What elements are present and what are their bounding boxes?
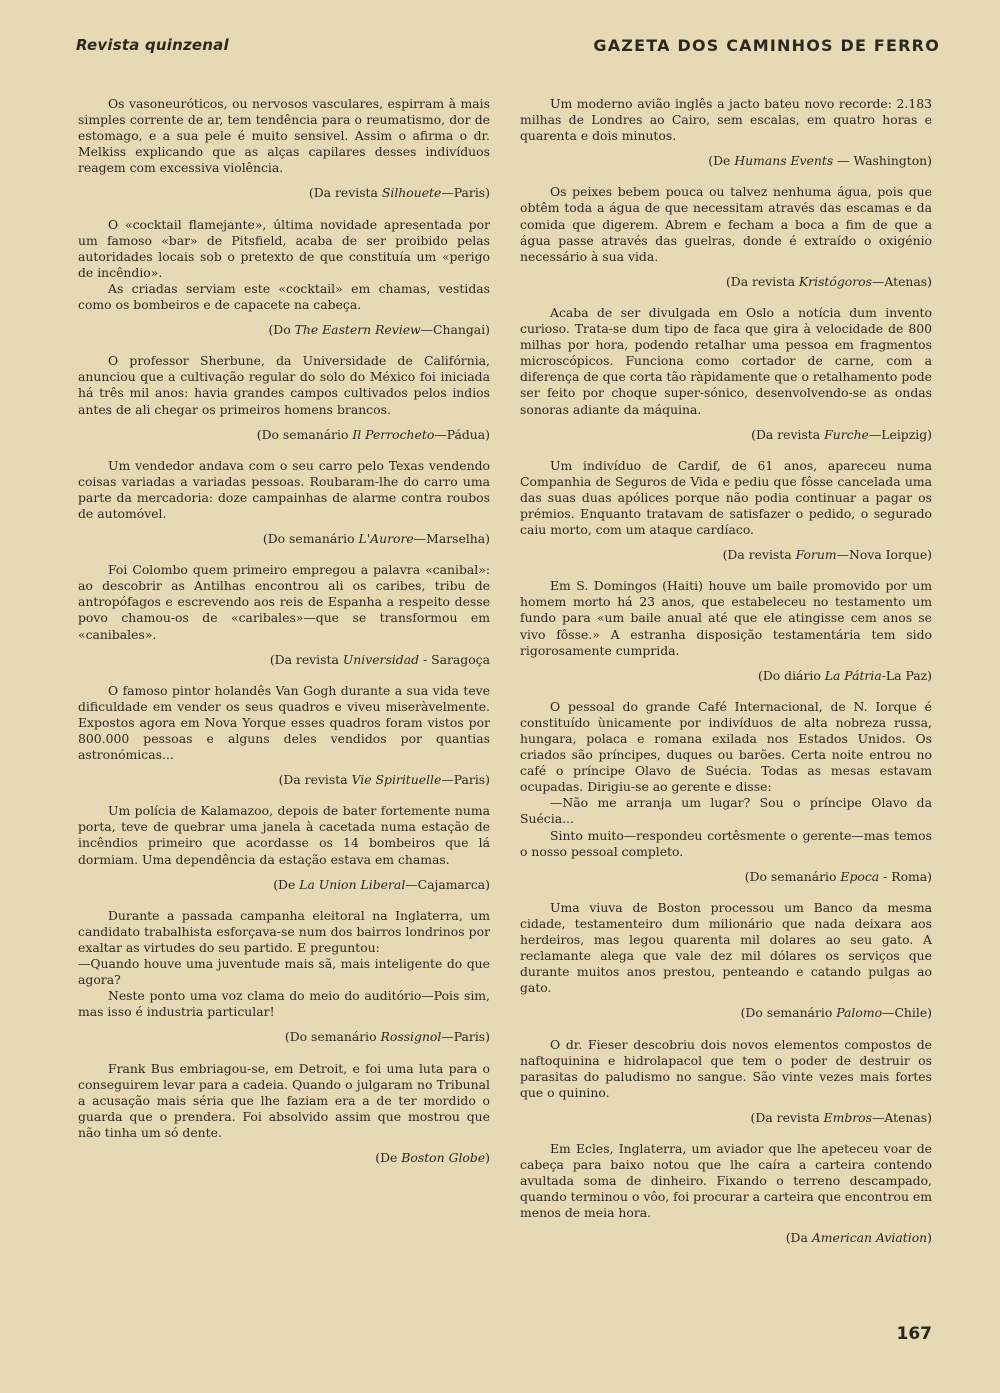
news-paragraph: Os peixes bebem pouca ou talvez nenhuma água, pois que obtêm toda a água de que necessitam através das escamas e da comida que digerem. Abrem e fecham a boca a fim de que a água passe através das guelras, donde é extraído o oxigénio necessário à sua vida. bbox=[520, 184, 932, 264]
news-item bbox=[78, 353, 490, 442]
source-publication: Vie Spirituelle bbox=[351, 772, 442, 788]
source-publication: Humans Events bbox=[734, 153, 834, 169]
news-item bbox=[78, 562, 490, 668]
news-paragraph: Sinto muito—respondeu cortêsmente o gerente—mas temos o nosso pessoal completo. bbox=[520, 827, 932, 859]
source-publication: Furche bbox=[824, 426, 869, 442]
source-pre: (Do semanário bbox=[740, 1005, 837, 1021]
news-item bbox=[520, 1037, 932, 1126]
news-item bbox=[78, 683, 490, 789]
source-pre: (Da revista bbox=[750, 1109, 824, 1125]
news-paragraph: Em S. Domingos (Haiti) houve um baile promovido por um homem morto há 23 anos, que estabeleceu no testamento um fundo para «um baile anual até que ele atingisse cem anos se vivo fôsse.» A estranha disposição testamentária tem sido rigorosamente cumprida. bbox=[520, 578, 932, 658]
source-publication: Universidad bbox=[342, 651, 420, 667]
source-pre: (Do semanário bbox=[262, 531, 359, 547]
source-post: —Leipzig) bbox=[868, 426, 932, 442]
news-paragraph: Acaba de ser divulgada em Oslo a notícia dum invento curioso. Trata-se dum tipo de faca que gira à velocidade de 800 milhas por hora, podendo retalhar uma pessoa em fragmentos microscópicos. Funciona como cortador de carne, com a diferença de que corta tão ràpidamente que o retalhamento pode ser feito por choque super-sónico, desenvolvendo-se as ondas sonoras adiante da máquina. bbox=[520, 304, 932, 417]
source-post: —Nova Iorque) bbox=[836, 547, 932, 563]
header-publication-frequency: Revista quinzenal bbox=[76, 36, 229, 54]
news-source bbox=[520, 1005, 932, 1021]
source-pre: (Da revista bbox=[278, 772, 352, 788]
source-publication: Il Perrocheto bbox=[352, 426, 435, 442]
source-publication: L'Aurore bbox=[358, 531, 414, 547]
news-source bbox=[520, 1230, 932, 1246]
news-item bbox=[520, 578, 932, 684]
source-publication: American Aviation bbox=[811, 1230, 928, 1246]
left-column bbox=[78, 96, 490, 1181]
news-paragraph: Neste ponto uma voz clama do meio do auditório—Pois sim, mas isso é industria particular! bbox=[78, 988, 490, 1020]
news-source bbox=[520, 1110, 932, 1126]
source-post: ) bbox=[485, 1149, 490, 1165]
source-post: -La Paz) bbox=[881, 667, 932, 683]
source-post: ) bbox=[927, 1230, 932, 1246]
source-pre: (Da revista bbox=[751, 426, 825, 442]
news-item bbox=[520, 96, 932, 169]
news-source bbox=[78, 652, 490, 668]
source-post: —Atenas) bbox=[872, 273, 932, 289]
news-paragraph: —Não me arranja um lugar? Sou o príncipe Olavo da Suécia... bbox=[520, 795, 932, 827]
news-paragraph: Durante a passada campanha eleitoral na Inglaterra, um candidato trabalhista esforçava-se num dos bairros londrinos por exaltar as virtudes do seu partido. E preguntou: bbox=[78, 907, 490, 955]
news-paragraph: Um moderno avião inglês a jacto bateu novo recorde: 2.183 milhas de Londres ao Cairo, sem escalas, em quatro horas e quarenta e dois minutos. bbox=[520, 96, 932, 144]
news-paragraph: O pessoal do grande Café Internacional, de N. Iorque é constituído ùnicamente por indivíduos de alta nobreza russa, hungara, polaca e romana exilada nos Estados Unidos. Os criados são príncipes, duques ou barões. Certa noite entrou no café o príncipe Olavo de Suécia. Todas as mesas estavam ocupadas. Dirigiu-se ao gerente e disse: bbox=[520, 698, 932, 795]
news-paragraph: As criadas serviam este «cocktail» em chamas, vestidas como os bombeiros e de capacete na cabeça. bbox=[78, 280, 490, 313]
news-source bbox=[78, 1029, 490, 1045]
source-pre: (De bbox=[375, 1149, 402, 1165]
news-paragraph: —Quando houve uma juventude mais sã, mais inteligente do que agora? bbox=[78, 956, 490, 988]
news-item bbox=[78, 96, 490, 202]
source-post: —Changai) bbox=[420, 322, 490, 338]
source-post: —Marselha) bbox=[413, 531, 490, 547]
news-item bbox=[520, 1141, 932, 1247]
news-item bbox=[78, 217, 490, 339]
source-pre: (Da revista bbox=[269, 651, 343, 667]
news-source bbox=[78, 772, 490, 788]
news-item bbox=[520, 184, 932, 290]
news-paragraph: O famoso pintor holandês Van Gogh durante a sua vida teve dificuldade em vender os seus quadros e viveu miseràvelmente. Expostos agora em Nova Yorque esses quadros foram vistos por 800.000 pessoas e alguns deles vendidos por quantias astronómicas... bbox=[78, 682, 490, 763]
source-publication: La Pátria bbox=[824, 667, 882, 683]
source-post: —Paris) bbox=[441, 772, 490, 788]
news-paragraph: Foi Colombo quem primeiro empregou a palavra «canibal»: ao descobrir as Antilhas encontrou ali os caribes, tribu de antropófagos e escrevendo aos reis de Espanha a respeito desse povo chamou-os de «caribales»—que se transformou em «canibales». bbox=[78, 562, 490, 642]
news-item bbox=[520, 699, 932, 885]
news-paragraph: O «cocktail flamejante», última novidade apresentada por um famoso «bar» de Pitsfield, acaba de ser proibido pelas autoridades locais sob o pretexto de que constituía um «perigo de incêndio». bbox=[78, 216, 490, 280]
source-pre: (Do bbox=[268, 322, 295, 338]
source-publication: Embros bbox=[823, 1109, 872, 1125]
source-publication: La Union Liberal bbox=[299, 876, 406, 892]
news-paragraph: Um vendedor andava com o seu carro pelo Texas vendendo coisas variadas a variadas pessoas. Roubaram-lhe do carro uma parte da mercadoria: doze campainhas de alarme contra roubos de automóvel. bbox=[78, 457, 490, 521]
source-publication: Rossignol bbox=[380, 1029, 442, 1045]
header-magazine-title: GAZETA DOS CAMINHOS DE FERRO bbox=[593, 36, 940, 55]
source-pre: (Do semanário bbox=[256, 426, 353, 442]
news-source bbox=[78, 427, 490, 443]
news-paragraph: Uma viuva de Boston processou um Banco da mesma cidade, testamenteiro dum milionário que nada deixara aos herdeiros, mas legou quarenta mil dolares ao seu gato. A reclamante alega que vale dez mil dólares os serviços que durante muitos anos prestou, penteando e catando pulgas ao gato. bbox=[520, 899, 932, 996]
source-pre: (De bbox=[273, 876, 300, 892]
source-post: — Washington) bbox=[833, 153, 932, 169]
source-pre: (De bbox=[708, 153, 735, 169]
source-post: —Pádua) bbox=[434, 426, 490, 442]
source-pre: (Do diário bbox=[758, 667, 825, 683]
source-pre: (Da revista bbox=[722, 547, 796, 563]
source-pre: (Da bbox=[785, 1230, 812, 1246]
news-paragraph: O professor Sherbune, da Universidade de Califórnia, anunciou que a cultivação regular do solo do México foi iniciada há três mil anos: havia grandes campos cultivados pelos indios antes de ali chegar os primeiros homens brancos. bbox=[78, 353, 490, 417]
source-publication: Palomo bbox=[836, 1005, 883, 1021]
news-paragraph: Um polícia de Kalamazoo, depois de bater fortemente numa porta, teve de quebrar uma janela à cacetada numa estação de incêndios primeiro que acordasse os 14 bombeiros que lá dormiam. Uma dependência da estação estava em chamas. bbox=[78, 803, 490, 867]
source-publication: Silhouete bbox=[381, 185, 442, 201]
source-post: - Roma) bbox=[879, 868, 932, 884]
news-source bbox=[520, 547, 932, 563]
news-source bbox=[78, 1150, 490, 1166]
news-source bbox=[78, 877, 490, 893]
news-source bbox=[520, 869, 932, 885]
news-paragraph: Em Ecles, Inglaterra, um aviador que lhe apeteceu voar de cabeça para baixo notou que lhe caíra a carteira contendo avultada soma de dinheiro. Fixando o terreno descampado, quando terminou o vôo, foi procurar a carteira que encontrou em menos de meia hora. bbox=[520, 1140, 932, 1221]
news-source bbox=[78, 322, 490, 338]
news-paragraph: Os vasoneuróticos, ou nervosos vasculares, espirram à mais simples corrente de ar, tem tendência para o reumatismo, dor de estomago, e a sua pele é muito sensivel. Assim o afirma o dr. Melkiss explicando que as alças capilares desses indivíduos reagem com excessiva violência. bbox=[78, 96, 490, 176]
source-post: —Atenas) bbox=[872, 1109, 932, 1125]
source-post: - Saragoça bbox=[419, 651, 490, 667]
news-item bbox=[78, 458, 490, 547]
news-paragraph: O dr. Fieser descobriu dois novos elementos compostos de naftoquinina e hidrolapacol que tem o poder de destruir os parasitas do paludismo no sangue. São vinte vezes mais fortes que o quinino. bbox=[520, 1036, 932, 1100]
source-publication: The Eastern Review bbox=[294, 322, 421, 338]
news-source bbox=[520, 153, 932, 169]
page-number: 167 bbox=[896, 1324, 932, 1344]
source-post: —Cajamarca) bbox=[405, 876, 490, 892]
source-publication: Epoca bbox=[840, 868, 880, 884]
news-item bbox=[520, 458, 932, 564]
source-post: —Paris) bbox=[441, 1029, 490, 1045]
news-paragraph: Frank Bus embriagou-se, em Detroit, e foi uma luta para o conseguirem levar para a cadeia. Quando o julgaram no Tribunal a acusação mais séria que lhe faziam era a de ter mordido o guarda que o prendera. Foi absolvido assim que mostrou que não tinha um só dente. bbox=[78, 1060, 490, 1140]
news-source bbox=[78, 185, 490, 201]
source-pre: (Da revista bbox=[308, 185, 382, 201]
source-publication: Forum bbox=[795, 547, 837, 563]
news-item bbox=[78, 1061, 490, 1167]
source-publication: Boston Globe bbox=[401, 1149, 486, 1165]
source-post: —Chile) bbox=[882, 1005, 932, 1021]
source-pre: (Do semanário bbox=[284, 1029, 381, 1045]
source-publication: Kristógoros bbox=[798, 273, 872, 289]
news-source bbox=[520, 274, 932, 290]
right-column bbox=[520, 96, 932, 1262]
news-source bbox=[520, 668, 932, 684]
news-item bbox=[78, 803, 490, 892]
news-source bbox=[520, 427, 932, 443]
source-pre: (Da revista bbox=[725, 273, 799, 289]
news-source bbox=[78, 531, 490, 547]
source-pre: (Do semanário bbox=[744, 868, 841, 884]
news-item bbox=[78, 908, 490, 1046]
source-post: —Paris) bbox=[441, 185, 490, 201]
news-paragraph: Um indivíduo de Cardif, de 61 anos, apareceu numa Companhia de Seguros de Vida e pediu que fôsse cancelada uma das suas duas apólices porque não podia continuar a pagar os prémios. Enquanto tratavam de satisfazer o pedido, o segurado caiu morto, com um ataque cardíaco. bbox=[520, 457, 932, 538]
news-item bbox=[520, 900, 932, 1022]
news-item bbox=[520, 305, 932, 443]
